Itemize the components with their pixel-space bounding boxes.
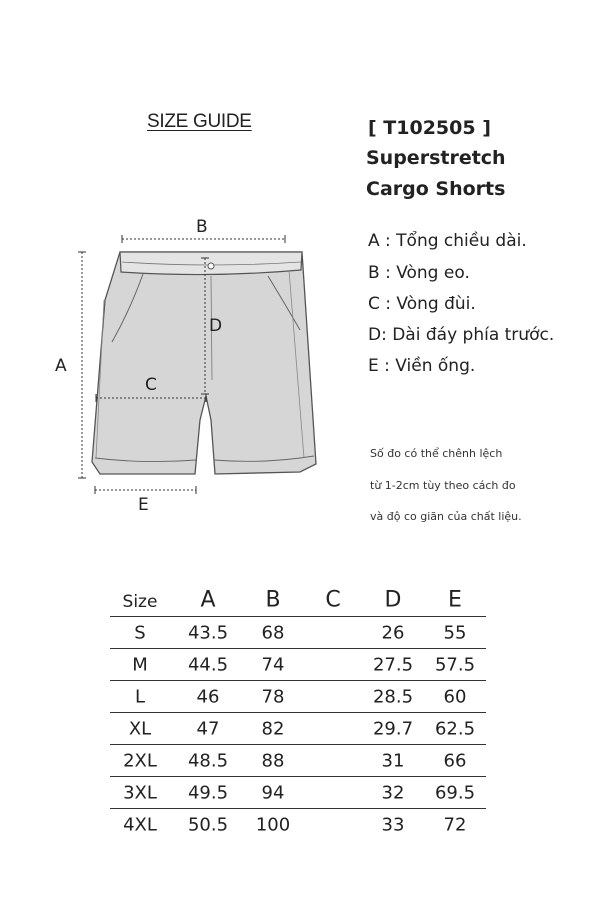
label-c: C	[145, 375, 157, 395]
table-row	[110, 681, 486, 713]
label-e: E	[138, 495, 149, 515]
column-header-e: E	[448, 587, 462, 612]
column-header-c: C	[325, 587, 341, 612]
button	[208, 263, 214, 269]
table-row	[110, 745, 486, 777]
cell-size: M	[132, 654, 148, 676]
size-table	[110, 582, 486, 841]
cell-d: 29.7	[372, 718, 414, 740]
cell-size: XL	[128, 718, 152, 740]
cell-size: 4XL	[123, 814, 157, 836]
cell-b: 68	[261, 622, 285, 644]
product-name-line-1: Superstretch	[366, 147, 506, 169]
cell-b: 78	[261, 686, 285, 708]
table-header-row	[110, 582, 486, 617]
legend-item-a: A : Tổng chiều dài.	[368, 231, 527, 251]
column-header-d: D	[384, 587, 402, 612]
label-a: A	[55, 356, 67, 376]
product-code: [ T102505 ]	[368, 117, 491, 139]
table-row	[110, 713, 486, 745]
cell-e: 69.5	[434, 782, 476, 804]
cell-b: 88	[261, 750, 285, 772]
cell-size: 3XL	[123, 782, 157, 804]
label-b: B	[196, 217, 208, 237]
cell-d: 28.5	[372, 686, 414, 708]
cell-d: 33	[381, 814, 405, 836]
cell-a: 46	[196, 686, 220, 708]
product-name-line-2: Cargo Shorts	[366, 178, 506, 200]
cell-d: 32	[381, 782, 405, 804]
cell-d: 27.5	[372, 654, 414, 676]
table-row	[110, 617, 486, 649]
cell-size: L	[134, 686, 146, 708]
table-row	[110, 777, 486, 809]
size-guide-title: SIZE GUIDE	[147, 111, 252, 132]
cell-a: 43.5	[187, 622, 229, 644]
cell-d: 31	[381, 750, 405, 772]
cell-a: 47	[196, 718, 220, 740]
shorts-body	[92, 252, 316, 474]
note-line-3: và độ co giãn của chất liệu.	[370, 510, 522, 523]
cell-d: 26	[381, 622, 405, 644]
legend-item-d: D: Dài đáy phía trước.	[368, 325, 555, 345]
cell-b: 100	[255, 814, 291, 836]
cell-a: 44.5	[187, 654, 229, 676]
cell-e: 57.5	[434, 654, 476, 676]
cell-b: 74	[261, 654, 285, 676]
note-line-2: từ 1-2cm tùy theo cách đo	[370, 479, 516, 492]
cell-size: S	[134, 622, 146, 644]
note-line-1: Số đo có thể chênh lệch	[370, 447, 503, 460]
column-header-a: A	[200, 587, 216, 612]
table-body	[110, 617, 486, 841]
column-header-size: Size	[122, 592, 158, 613]
cell-e: 72	[443, 814, 467, 836]
cell-e: 62.5	[434, 718, 476, 740]
cell-a: 50.5	[187, 814, 229, 836]
cell-b: 94	[261, 782, 285, 804]
legend-item-b: B : Vòng eo.	[368, 263, 470, 283]
table-row	[110, 809, 486, 841]
legend-item-e: E : Viền ống.	[368, 356, 476, 376]
cell-a: 49.5	[187, 782, 229, 804]
column-header-b: B	[265, 587, 281, 612]
cell-e: 66	[443, 750, 467, 772]
legend-item-c: C : Vòng đùi.	[368, 294, 476, 314]
label-d: D	[209, 316, 223, 336]
cell-a: 48.5	[187, 750, 229, 772]
cell-size: 2XL	[123, 750, 157, 772]
cell-e: 60	[443, 686, 467, 708]
table-row	[110, 649, 486, 681]
cell-e: 55	[443, 622, 467, 644]
cell-b: 82	[261, 718, 285, 740]
